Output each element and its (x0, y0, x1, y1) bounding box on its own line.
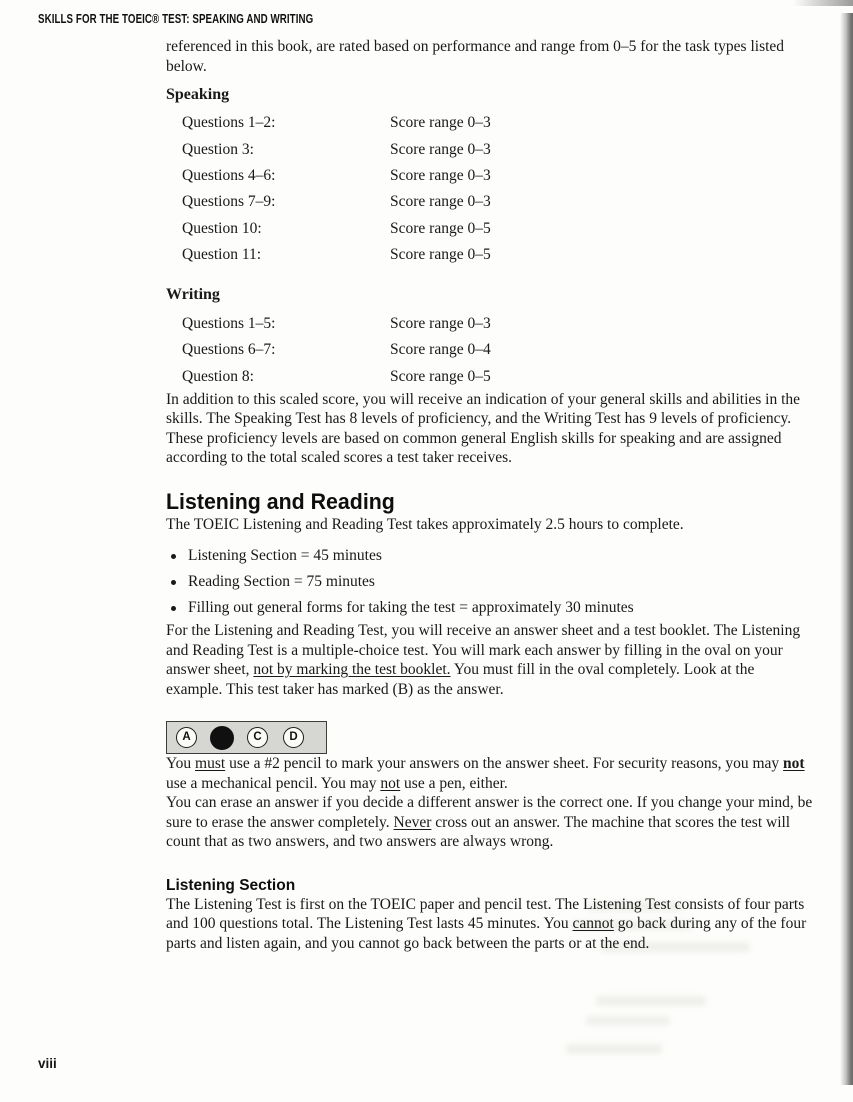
score-row (166, 337, 814, 363)
score-range: Score range 0–4 (390, 341, 491, 359)
page-bleed-artifact (586, 1016, 670, 1025)
score-row (166, 189, 814, 215)
score-row (166, 215, 814, 241)
running-header: SKILLS FOR THE TOEIC® TEST: SPEAKING AND WRITING (38, 12, 314, 26)
erase-paragraph: You can erase an answer if you decide a different answer is the correct one. If you change your mind, be sure to erase the answer completely. Never cross out an answer. The machine that scores the test will count that as two answers, and two answers are always wrong. (166, 794, 813, 851)
score-row (166, 136, 814, 162)
page-number: viii (38, 1056, 57, 1071)
score-range: Score range 0–5 (390, 219, 491, 237)
page-bleed-artifact (596, 996, 706, 1006)
score-range: Score range 0–3 (390, 193, 491, 211)
question-label: Questions 1–2: (182, 114, 276, 132)
page-content (166, 37, 814, 953)
listening-section-paragraph: The Listening Test is first on the TOEIC paper and pencil test. The Listening Test consists of four parts and 100 questions total. The Listening Test lasts 45 minutes. You cannot go back during any of the four parts and listen again, and you cannot go back between the parts or at the end. (166, 895, 807, 952)
answer-option-c (247, 727, 268, 748)
score-row (166, 241, 814, 267)
bullet-text: Listening Section = 45 minutes (188, 547, 382, 565)
bullet-icon (171, 554, 176, 559)
writing-heading: Writing (166, 285, 220, 303)
answer-option-d (283, 727, 304, 748)
answer-option-b-marked (210, 726, 234, 750)
score-row (166, 163, 814, 189)
score-range: Score range 0–3 (390, 140, 491, 158)
speaking-score-list (166, 110, 814, 268)
bullet-text: Reading Section = 75 minutes (188, 573, 375, 591)
question-label: Question 11: (182, 245, 262, 263)
listening-reading-heading: Listening and Reading (166, 488, 395, 514)
score-range: Score range 0–3 (390, 114, 491, 132)
scan-edge-shadow (840, 13, 853, 1085)
option-letter: D (289, 730, 298, 743)
listening-reading-intro: The TOEIC Listening and Reading Test takes approximately 2.5 hours to complete. (166, 515, 684, 533)
speaking-heading: Speaking (166, 86, 230, 103)
score-range: Score range 0–5 (390, 245, 491, 263)
intro-paragraph: referenced in this book, are rated based on performance and range from 0–5 for the task types listed below. (166, 38, 785, 75)
question-label: Questions 1–5: (182, 315, 276, 333)
option-letter: C (253, 730, 262, 743)
duration-bullet-list (166, 543, 814, 621)
question-label: Question 3: (182, 140, 254, 158)
question-label: Questions 4–6: (182, 166, 276, 184)
page-bleed-artifact (566, 1044, 662, 1054)
marking-paragraph: For the Listening and Reading Test, you will receive an answer sheet and a test booklet. The Listening and Reading Test is a multiple-choice test. You will mark each answer by filling in the oval on your answer sheet, not by marking the test booklet. You must fill in the oval completely. Look at the example. This test taker has marked (B) as the answer. (166, 622, 801, 698)
list-item (166, 569, 814, 595)
question-label: Question 10: (182, 219, 262, 237)
scan-edge-top (793, 0, 853, 6)
score-row (166, 311, 814, 337)
listening-section-heading: Listening Section (166, 876, 296, 894)
list-item (166, 595, 814, 621)
score-range: Score range 0–3 (390, 166, 491, 184)
score-range: Score range 0–3 (390, 315, 491, 333)
pencil-paragraph: You must use a #2 pencil to mark your answers on the answer sheet. For security reasons, you may not use a mechanical pencil. You may not use a pen, either. (166, 755, 805, 792)
question-label: Questions 7–9: (182, 193, 276, 211)
bullet-icon (171, 580, 176, 585)
score-row (166, 110, 814, 136)
bullet-icon (171, 606, 176, 611)
question-label: Question 8: (182, 367, 254, 385)
score-range: Score range 0–5 (390, 367, 491, 385)
scaled-score-paragraph: In addition to this scaled score, you will receive an indication of your general skills and abilities in the skills. The Speaking Test has 8 levels of proficiency, and the Writing Test has 9 levels of proficiency. These proficiency levels are based on common general English skills for speaking and are assigned according to the total scaled scores a test taker receives. (166, 390, 801, 467)
question-label: Questions 6–7: (182, 341, 276, 359)
answer-option-a (176, 727, 197, 748)
option-letter: A (182, 730, 191, 743)
score-row (166, 363, 814, 389)
writing-score-list (166, 311, 814, 390)
bullet-text: Filling out general forms for taking the test = approximately 30 minutes (188, 599, 634, 617)
list-item (166, 543, 814, 569)
answer-sheet-example (166, 721, 327, 754)
